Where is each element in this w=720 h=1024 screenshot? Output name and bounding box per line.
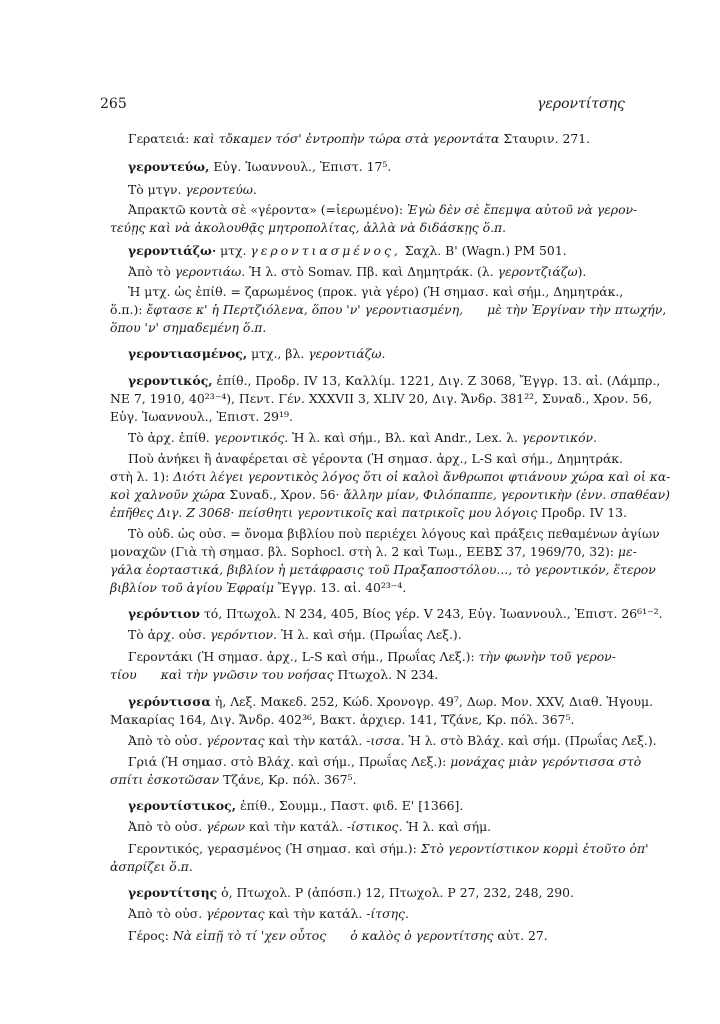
entry-line: στὴ λ. 1): Διότι λέγει γεροντικὸς λόγος ὅτι οἱ καλοὶ ἄνθρωποι φτιάνουν χώρα καὶ οἱ κα-	[110, 469, 671, 484]
headword: γεροντιασμένος,	[128, 346, 248, 361]
entry-line: Τὸ ἀρχ. ἐπίθ. γεροντικός. Ἡ λ. καὶ σήμ., Βλ. καὶ Andr., Lex. λ. γεροντικόν.	[128, 430, 598, 445]
entry-line: Ποὺ ἀνήκει ἢ ἀναφέρεται σὲ γέροντα (Ἡ σημασ. ἀρχ., L-S καὶ σήμ., Δημητράκ.	[128, 451, 623, 466]
entry-gerontevo: γεροντεύω, Εὐγ. Ἰωαννουλ., Ἐπιστ. 17⁵.	[128, 159, 392, 174]
headword: γεροντεύω,	[128, 159, 210, 174]
entry-gerontissa: γερόντισσα ἡ, Λεξ. Μακεδ. 252, Κώδ. Χρονογρ. 49⁷, Δωρ. Μον. XXV, Διαθ. Ἡγουμ.	[128, 694, 654, 709]
entry-line: Ἀπὸ τὸ γεροντιάω. Ἡ λ. στὸ Somav. Πβ. καὶ Δημητράκ. (λ. γεροντζιάζω).	[128, 264, 587, 279]
entry-line: Τὸ ἀρχ. οὐσ. γερόντιον. Ἡ λ. καὶ σήμ. (Πρωΐας Λεξ.).	[128, 627, 462, 642]
entry-line: Γεροντάκι (Ἡ σημασ. ἀρχ., L-S καὶ σήμ., Πρωΐας Λεξ.): τὴν φωνὴν τοῦ γερον-	[128, 649, 616, 664]
headword: γεροντικός,	[128, 373, 213, 388]
headword: γεροντιάζω·	[128, 243, 217, 258]
entry-line: Εὐγ. Ἰωαννουλ., Ἐπιστ. 29¹⁹.	[110, 409, 293, 424]
entry-line: κοὶ χαλνοῦν χώρα Συναδ., Χρον. 56· ἄλλην μίαν, Φιλόπαππε, γεροντικὴν (ἐνν. σπαθέαν)	[110, 487, 671, 502]
entry-line: Μακαρίας 164, Διγ. Ἄνδρ. 402³⁶, Βακτ. ἀρχιερ. 141, Τζάνε, Κρ. πόλ. 367⁵.	[110, 712, 575, 727]
entry-line: τίου καὶ τὴν γνῶσιν του νοήσας Πτωχολ. Ν 234.	[110, 667, 439, 682]
entry-gerontitsis: γεροντίτσης ὁ, Πτωχολ. Ρ (ἀπόσπ.) 12, Πτωχολ. Ρ 27, 232, 248, 290.	[128, 885, 574, 900]
running-head: γεροντίτσης	[537, 96, 625, 112]
entry-line: σπίτι ἐσκοτῶσαν Τζάνε, Κρ. πόλ. 367⁵.	[110, 772, 357, 787]
headword: γεροντίστικος,	[128, 798, 237, 813]
entry-line: ὅπου 'ν' σημαδεμένη ὅ.π.	[110, 320, 267, 335]
entry-line: Τὸ οὐδ. ὡς οὐσ. = ὄνομα βιβλίου ποὺ περιέχει λόγους καὶ πράξεις πεθαμένων ἁγίων	[128, 526, 660, 541]
entry-line: Τὸ μτγν. γεροντεύω.	[128, 182, 257, 197]
entry-line: Γριά (Ἡ σημασ. στὸ Βλάχ. καὶ σήμ., Πρωΐας Λεξ.): μονάχας μιὰν γερόντισσα στὸ	[128, 754, 642, 769]
entry-gerontion: γερόντιον τό, Πτωχολ. Ν 234, 405, Βίος γέρ. V 243, Εὐγ. Ἰωαννουλ., Ἐπιστ. 26⁶¹⁻².	[128, 606, 663, 621]
entry-line: ἀσπρίζει ὅ.π.	[110, 859, 193, 874]
entry-gerontistikos: γεροντίστικος, ἐπίθ., Σουμμ., Παστ. φιδ. Ε' [1366].	[128, 798, 464, 813]
entry-gerontiasmenos: γεροντιασμένος, μτχ., βλ. γεροντιάζω.	[128, 346, 386, 361]
entry-gerontikos: γεροντικός, ἐπίθ., Προδρ. IV 13, Καλλίμ. 1221, Διγ. Ζ 3068, Ἔγγρ. 13. αἰ. (Λάμπρ.,	[128, 373, 661, 388]
page-number: 265	[100, 96, 127, 112]
entry-line: γάλα ἑορταστικά, βιβλίον ἡ μετάφρασις τοῦ Πραξαποστόλου..., τὸ γεροντικόν, ἕτερον	[110, 562, 656, 577]
entry-line: Ἀπὸ τὸ οὐσ. γέρων καὶ τὴν κατάλ. -ίστικος. Ἡ λ. καὶ σήμ.	[128, 819, 492, 834]
entry-gerontiazo: γεροντιάζω· μτχ. γεροντιασμένος, Σαχλ. Β' (Wagn.) PM 501.	[128, 243, 567, 258]
headword: γεροντίτσης	[128, 885, 218, 900]
entry-line: Ἀπρακτῶ κοντὰ σὲ «γέροντα» (=ἱερωμένο): Ἐγὼ δὲν σὲ ἔπεμψα αὐτοῦ νὰ γερον-	[128, 202, 638, 217]
entry-line: μοναχῶν (Γιὰ τὴ σημασ. βλ. Sophocl. στὴ λ. 2 καὶ Τωμ., ΕΕΒΣ 37, 1969/70, 32): με-	[110, 544, 637, 559]
entry-line: βιβλίον τοῦ ἁγίου Ἐφραίμ Ἔγγρ. 13. αἰ. 40²³⁻⁴.	[110, 580, 407, 595]
entry-line: Ἡ μτχ. ὡς ἐπίθ. = ζαρωμένος (προκ. γιὰ γέρο) (Ἡ σημασ. καὶ σήμ., Δημητράκ.,	[128, 284, 624, 299]
entry-line: Ἀπὸ τὸ οὐσ. γέροντας καὶ τὴν κατάλ. -ισσα. Ἡ λ. στὸ Βλάχ. καὶ σήμ. (Πρωΐας Λεξ.).	[128, 733, 657, 748]
entry-line: Ἀπὸ τὸ οὐσ. γέροντας καὶ τὴν κατάλ. -ίτσης.	[128, 906, 409, 921]
entry-line: ΝΕ 7, 1910, 40²³⁻⁴), Πεντ. Γέν. XXXVII 3, XLIV 20, Διγ. Ἄνδρ. 381²², Συναδ., Χρον. 56,	[110, 391, 653, 406]
entry-line: ὅ.π.): ἔφτασε κ' ἡ Περτζιόλενα, ὅπου 'ν' γεροντιασμένη, μὲ τὴν Ἐργίναν τὴν πτωχήν,	[110, 302, 667, 317]
entry-line: Γεροντικός, γερασμένος (Ἡ σημασ. καὶ σήμ.): Στὸ γεροντίστικον κορμὶ ἐτοῦτο ὀπ'	[128, 841, 649, 856]
headword: γερόντισσα	[128, 694, 211, 709]
entry-line: ἐπῆθες Διγ. Ζ 3068· πείσθητι γεροντικοῖς καὶ πατρικοῖς μου λόγοις Προδρ. IV 13.	[110, 505, 627, 520]
headword: γερόντιον	[128, 606, 201, 621]
entry-line: Γερατειά: καὶ τὄκαμεν τόσ' ἐντροπὴν τώρα στὰ γεροντάτα Σταυριν. 271.	[128, 131, 591, 146]
entry-line: Γέρος: Νὰ εἰπῇ τὸ τί 'χεν οὗτος ὁ καλὸς ὁ γεροντίτσης αὐτ. 27.	[128, 928, 548, 943]
entry-line: τεύῃς καὶ νὰ ἀκολουθᾷς μητροπολίτας, ἀλλὰ νὰ διδάσκῃς ὅ.π.	[110, 220, 507, 235]
